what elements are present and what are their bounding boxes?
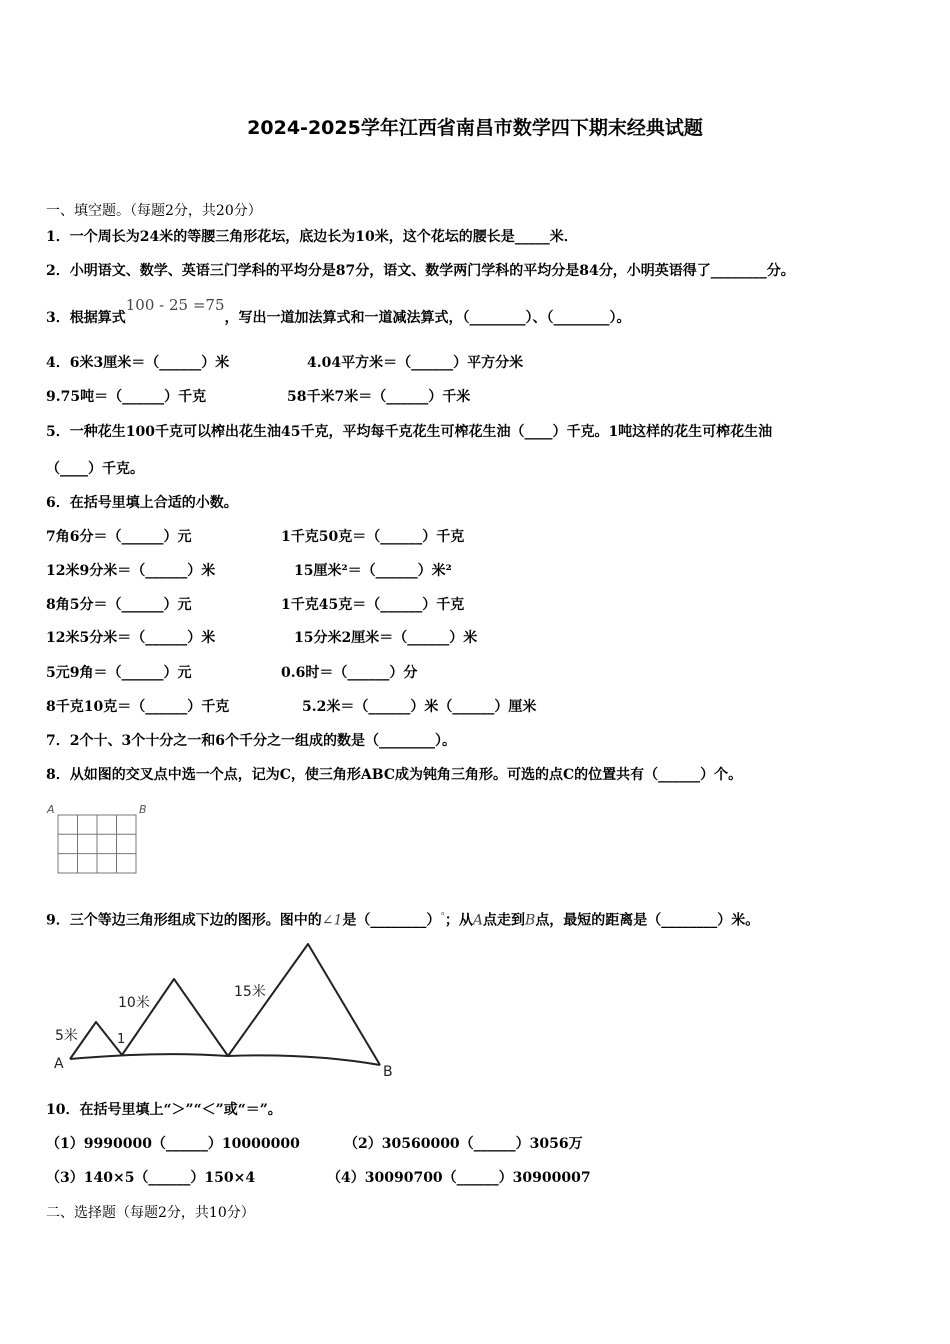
triangles-figure (50, 935, 410, 1085)
question-7: 7．2个十、3个十分之一和6个千分之一组成的数是（________）。 (46, 733, 456, 749)
question-6-item: 1千克50克＝（______）千克 (281, 529, 465, 545)
question-9-text: 点走到 (483, 912, 526, 929)
question-9-text: 是（________） (342, 912, 441, 929)
question-6-row (46, 527, 465, 547)
question-6-row (46, 561, 452, 581)
question-9-text: ；从 (444, 912, 473, 929)
label-angle-1: 1 (117, 1032, 126, 1047)
question-5-line-1: 5．一种花生100千克可以榨出花生油45千克，平均每千克花生可榨花生油（____）千克。1吨这样的花生可榨花生油 (46, 424, 773, 440)
section-heading-choice: 二、选择题（每题2分，共10分） (46, 1205, 255, 1221)
question-6-item: 12米5分米＝（______）米 (46, 630, 216, 646)
question-10-item: （2）30560000（______）3056万 (344, 1136, 583, 1152)
grid-label-a: A (47, 803, 55, 816)
question-10-stem: 10．在括号里填上“＞”“＜”或“＝”。 (46, 1102, 282, 1118)
label-15m: 15米 (234, 984, 266, 1000)
question-6-item: 5.2米＝（______）米（______）厘米 (302, 699, 537, 715)
question-4-d: 58千米7米＝（______）千米 (287, 389, 471, 405)
question-4-b: 4.04平方米＝（______）平方分米 (307, 355, 524, 371)
degree-symbol: ° (440, 912, 445, 922)
label-b: B (383, 1064, 393, 1080)
point-b-label: B (525, 912, 536, 929)
question-2: 2．小明语文、数学、英语三门学科的平均分是87分，语文、数学两门学科的平均分是84分，小明英语得了________分。 (46, 263, 795, 279)
question-3-formula: 100 - 25 =75 (125, 296, 225, 314)
question-6-item: 7角6分＝（______）元 (46, 529, 192, 545)
question-6-item: 8角5分＝（______）元 (46, 597, 192, 613)
question-1: 1．一个周长为24米的等腰三角形花坛，底边长为10米，这个花坛的腰长是_____米． (46, 229, 578, 245)
question-6-item: 0.6时＝（______）分 (281, 665, 418, 681)
question-8: 8．从如图的交叉点中选一个点，记为C，使三角形ABC成为钝角三角形。可选的点C的位置共有（______）个。 (46, 767, 743, 783)
label-10m: 10米 (118, 995, 150, 1011)
point-a-label: A (472, 912, 484, 929)
question-3 (46, 296, 631, 328)
question-9 (46, 907, 759, 931)
label-a: A (54, 1056, 64, 1072)
angle-symbol: ∠1 (321, 912, 343, 929)
question-4-c: 9.75吨＝（______）千克 (46, 389, 207, 405)
section-heading-fill-blank: 一、填空题。（每题2分，共20分） (46, 203, 262, 219)
label-5m: 5米 (55, 1028, 78, 1044)
question-6-item: 12米9分米＝（______）米 (46, 563, 216, 579)
question-6-item: 5元9角＝（______）元 (46, 665, 192, 681)
question-6-item: 15厘米²＝（______）米² (294, 563, 452, 579)
question-10-item: （1）9990000（______）10000000 (46, 1136, 300, 1152)
page-title: 2024-2025学年江西省南昌市数学四下期末经典试题 (247, 117, 703, 139)
question-4-a: 4．6米3厘米＝（______）米 (46, 355, 230, 371)
question-5-line-2: （____）千克。 (46, 461, 144, 477)
question-10-item: （3）140×5（______）150×4 (46, 1170, 256, 1186)
question-6-row (46, 663, 418, 683)
grid-figure (44, 800, 154, 880)
question-4-row-1 (46, 353, 524, 373)
question-6-item: 15分米2厘米＝（______）米 (294, 630, 478, 646)
question-10-row (46, 1134, 583, 1154)
question-9-text: 9．三个等边三角形组成下边的图形。图中的 (46, 912, 322, 929)
question-9-text: 点，最短的距离是（________）米。 (535, 912, 760, 929)
question-6-item: 1千克45克＝（______）千克 (281, 597, 465, 613)
question-3-prefix: 3．根据算式 (46, 310, 126, 326)
question-6-item: 8千克10克＝（______）千克 (46, 699, 230, 715)
question-6-row (46, 697, 537, 717)
question-3-suffix: ，写出一道加法算式和一道减法算式，（________）、（________）。 (224, 310, 631, 326)
grid-label-b: B (139, 803, 147, 816)
question-10-item: （4）30090700（______）30900007 (327, 1170, 591, 1186)
question-6-row (46, 628, 478, 648)
question-6-stem: 6．在括号里填上合适的小数。 (46, 495, 238, 511)
question-4-row-2 (46, 387, 471, 407)
question-10-row (46, 1168, 591, 1188)
question-6-row (46, 595, 465, 615)
